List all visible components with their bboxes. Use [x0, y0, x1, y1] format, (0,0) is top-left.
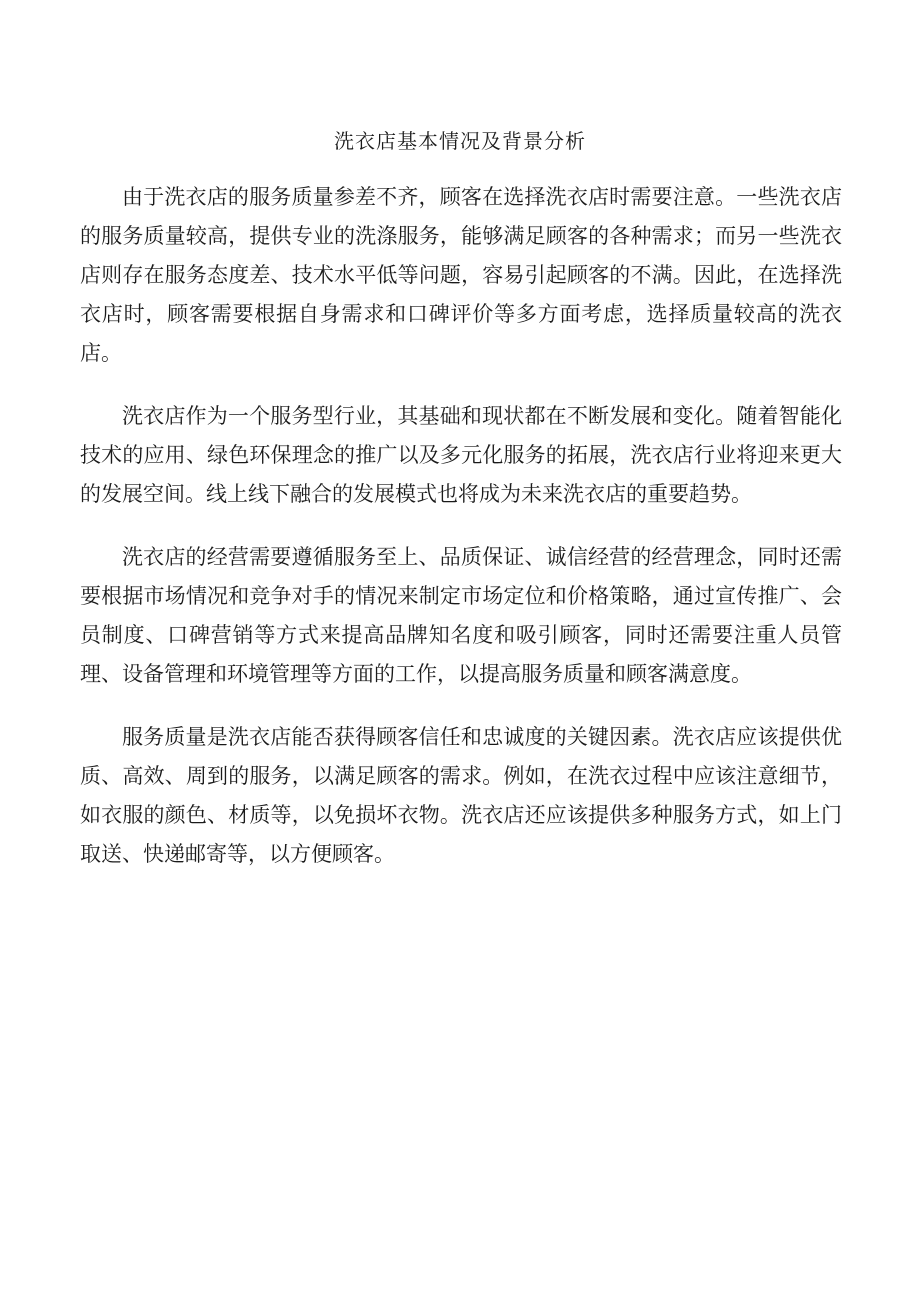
paragraph-4: 服务质量是洗衣店能否获得顾客信任和忠诚度的关键因素。洗衣店应该提供优质、高效、周到的服务，以满足顾客的需求。例如，在洗衣过程中应该注意细节，如衣服的颜色、材质等，以免损坏衣物。洗衣店还应该提供多种服务方式，如上门取送、快递邮寄等，以方便顾客。 [80, 725, 842, 866]
document-title: 洗衣店基本情况及背景分析 [334, 129, 586, 153]
paragraph-2: 洗衣店作为一个服务型行业，其基础和现状都在不断发展和变化。随着智能化技术的应用、绿色环保理念的推广以及多元化服务的拓展，洗衣店行业将迎来更大的发展空间。线上线下融合的发展模式也将成为未来洗衣店的重要趋势。 [80, 404, 842, 506]
document-body [80, 178, 842, 898]
paragraph-3: 洗衣店的经营需要遵循服务至上、品质保证、诚信经营的经营理念，同时还需要根据市场情况和竞争对手的情况来制定市场定位和价格策略，通过宣传推广、会员制度、口碑营销等方式来提高品牌知名度和吸引顾客，同时还需要注重人员管理、设备管理和环境管理等方面的工作，以提高服务质量和顾客满意度。 [80, 545, 842, 686]
paragraph-1: 由于洗衣店的服务质量参差不齐，顾客在选择洗衣店时需要注意。一些洗衣店的服务质量较高，提供专业的洗涤服务，能够满足顾客的各种需求；而另一些洗衣店则存在服务态度差、技术水平低等问题，容易引起顾客的不满。因此，在选择洗衣店时，顾客需要根据自身需求和口碑评价等多方面考虑，选择质量较高的洗衣店。 [80, 185, 842, 365]
